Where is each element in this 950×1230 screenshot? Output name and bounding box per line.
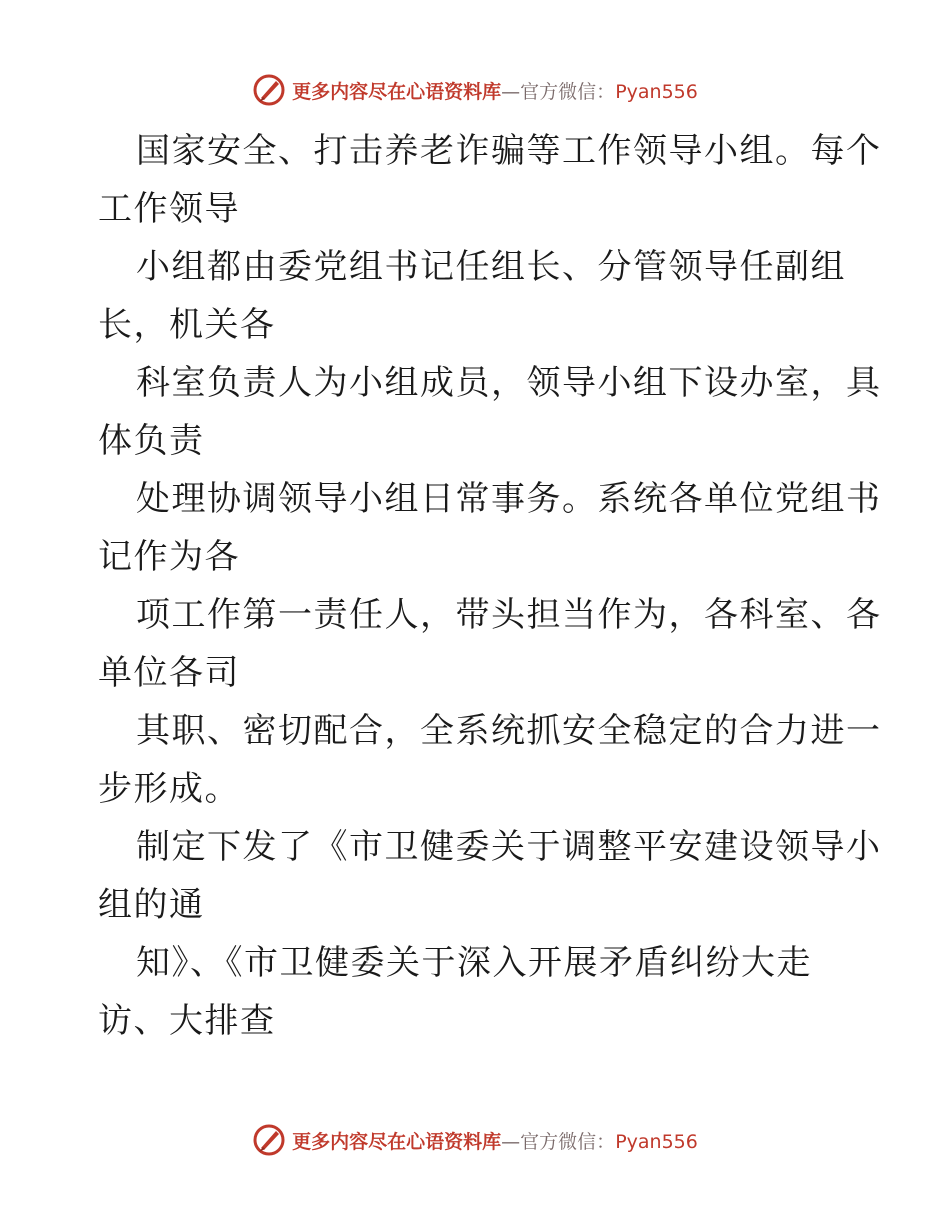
text-line: 步形成。 bbox=[98, 769, 240, 809]
header-wechat-label: 官方微信： bbox=[520, 80, 616, 103]
footer-brand: 更多内容尽在心语资料库 bbox=[292, 1130, 502, 1153]
header-dash: — bbox=[501, 80, 521, 103]
document-body bbox=[98, 122, 882, 1050]
footer-banner-text bbox=[292, 1127, 698, 1154]
text-line: 工作领导 bbox=[98, 189, 240, 229]
quill-pen-logo-icon bbox=[252, 1123, 286, 1157]
text-line: 知》、《市卫健委关于深入开展矛盾纠纷大走 bbox=[136, 943, 812, 983]
footer-banner bbox=[0, 1120, 950, 1160]
footer-dash: — bbox=[501, 1130, 521, 1153]
text-line: 项工作第一责任人，带头担当作为，各科室、各 bbox=[136, 595, 882, 635]
header-banner-text bbox=[292, 77, 698, 104]
text-line: 记作为各 bbox=[98, 537, 240, 577]
text-line: 长，机关各 bbox=[98, 305, 276, 345]
text-line: 单位各司 bbox=[98, 653, 240, 693]
text-line: 处理协调领导小组日常事务。系统各单位党组书 bbox=[136, 479, 882, 519]
text-line: 组的通 bbox=[98, 885, 205, 925]
footer-wechat-label: 官方微信： bbox=[520, 1130, 616, 1153]
header-brand: 更多内容尽在心语资料库 bbox=[292, 80, 502, 103]
header-banner bbox=[0, 70, 950, 110]
footer-wechat-id: Pyan556 bbox=[615, 1130, 698, 1153]
text-line: 科室负责人为小组成员，领导小组下设办室，具 bbox=[136, 363, 882, 403]
text-line: 制定下发了《市卫健委关于调整平安建设领导小 bbox=[136, 827, 882, 867]
text-line: 国家安全、打击养老诈骗等工作领导小组。每个 bbox=[136, 131, 882, 171]
header-wechat-id: Pyan556 bbox=[615, 80, 698, 103]
text-line: 其职、密切配合，全系统抓安全稳定的合力进一 bbox=[136, 711, 882, 751]
text-line: 访、大排查 bbox=[98, 1001, 276, 1041]
text-line: 体负责 bbox=[98, 421, 205, 461]
quill-pen-logo-icon bbox=[252, 73, 286, 107]
text-line: 小组都由委党组书记任组长、分管领导任副组 bbox=[136, 247, 846, 287]
